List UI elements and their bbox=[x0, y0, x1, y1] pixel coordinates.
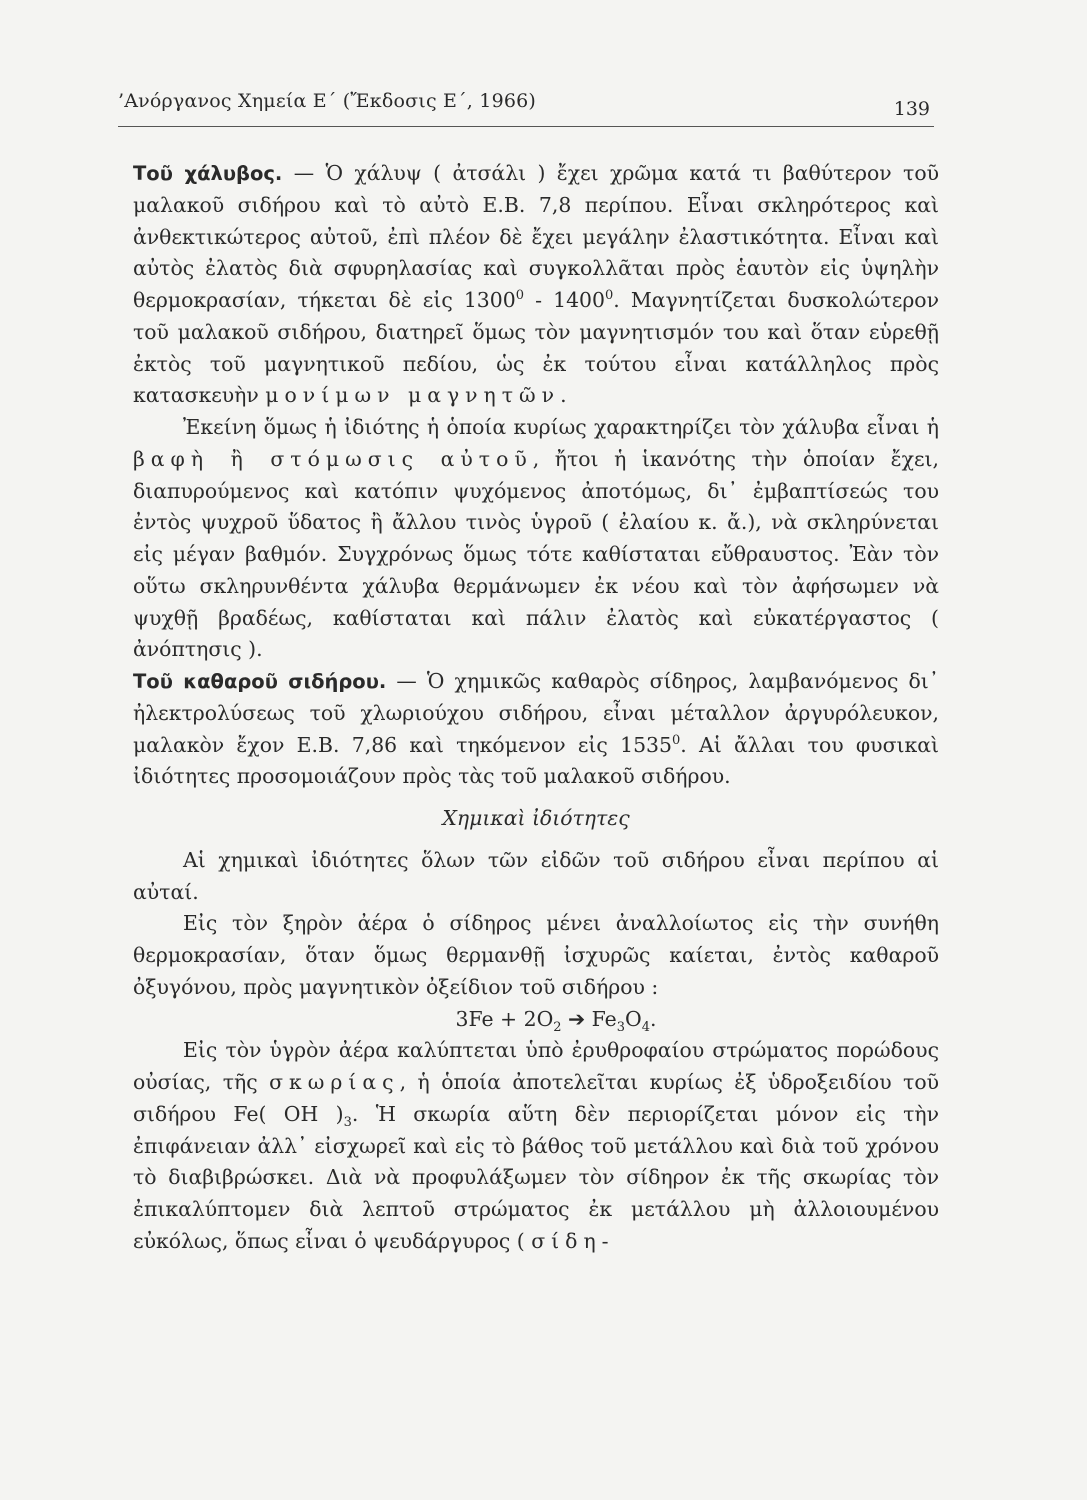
emphasized-term: σκωρίας bbox=[269, 1070, 400, 1094]
degree-mark: 0 bbox=[672, 732, 681, 748]
paragraph-pure-iron bbox=[133, 666, 939, 793]
paragraph-dry-air: Εἰς τὸν ξηρὸν ἀέρα ὁ σίδηρος μένει ἀναλλοίωτος εἰς τὴν συνήθη θερμοκρασίαν, ὅταν ὅμως θερμανθῇ ἰσχυρῶς καίεται, ἐντὸς καθαροῦ ὀξυγόνου, πρὸς μαγνητικὸν ὀξείδιον τοῦ σιδήρου : bbox=[133, 911, 939, 999]
formula-subscript: 3 bbox=[343, 1114, 352, 1130]
equation-part: 3Fe + 2O bbox=[455, 1006, 554, 1031]
equation-part: O bbox=[625, 1006, 642, 1031]
equation-part: . bbox=[650, 1006, 657, 1031]
section-heading-steel: Τοῦ χάλυβος. bbox=[133, 162, 283, 185]
paragraph-text: — Ὁ χημικῶς καθαρὸς σίδηρος, λαμβανόμενος δι᾽ ἠλεκτρολύσεως τοῦ χλωριούχου σιδήρου, εἶναι μέταλλον ἀργυρόλευκον, μαλακὸν ἔχον Ε.Β. 7,86 καὶ τηκόμενον εἰς 1535 bbox=[133, 669, 939, 757]
degree-mark: 0 bbox=[604, 288, 614, 304]
equation-subscript: 4 bbox=[641, 1019, 651, 1035]
degree-mark: 0 bbox=[515, 288, 525, 304]
paragraph-chem-intro: Αἱ χημικαὶ ἰδιότητες ὅλων τῶν εἰδῶν τοῦ σιδήρου εἶναι περίπου αἱ αὐταί. bbox=[133, 847, 939, 904]
paragraph-text: . Μαγνητίζεται δυσκολώτερον τοῦ μαλακοῦ σιδήρου, διατηρεῖ ὅμως τὸν μαγνητισμόν του καὶ ὅταν εὑρεθῇ ἐκτὸς τοῦ μαγνητικοῦ πεδίου, ὡς ἐκ τούτου εἶναι κατάλληλος πρὸς κατασκευὴν bbox=[133, 288, 939, 408]
reaction-arrow: ➔ bbox=[561, 1006, 592, 1031]
paragraph-text: Εἰς τὸν ὑγρὸν ἀέρα καλύπτεται ὑπὸ ἐρυθροφαίου στρώματος πορώδους οὐσίας, τῆς bbox=[133, 1038, 939, 1094]
page-number: 139 bbox=[893, 98, 930, 120]
running-header bbox=[118, 86, 934, 127]
paragraph-text: , ἤτοι ἡ ἱκανότης τὴν ὁποίαν ἔχει, διαπυρούμενος καὶ κατόπιν ψυχόμενος ἀποτόμως, δι᾽ ἐμβαπτίσεώς του ἐντὸς ψυχροῦ ὕδατος ἢ ἄλλου τινὸς ὑγροῦ ( ἐλαίου κ. ἄ.), νὰ σκληρύνεται εἰς μέγαν βαθμόν. Συγχρόνως ὅμως τότε καθίσταται εὔθραυστος. Ἐὰν τὸν οὕτω σκληρυνθέντα χάλυβα θερμάνωμεν ἐκ νέου καὶ τὸν ἀφήσωμεν νὰ ψυχθῇ βραδέως, καθίσταται καὶ πάλιν ἐλατὸς καὶ εὐκατέργαστος ( ἀνόπτησις ). bbox=[133, 446, 939, 662]
chemical-equation bbox=[133, 1004, 939, 1036]
equation-subscript: 3 bbox=[616, 1019, 626, 1035]
emphasized-term: βαφὴ ἢ στόμωσις αὐτοῦ bbox=[133, 446, 533, 471]
paragraph-text: Ἐκείνη ὅμως ἡ ἰδιότης ἡ ὁποία κυρίως χαρακτηρίζει τὸν χάλυβα εἶναι ἡ bbox=[183, 415, 939, 439]
section-heading-pure-iron: Τοῦ καθαροῦ σιδήρου. bbox=[133, 670, 387, 693]
paragraph-rust bbox=[133, 1035, 939, 1257]
equation-part: Fe bbox=[591, 1006, 617, 1031]
page-body bbox=[133, 158, 939, 1258]
emphasized-term: μονίμων μαγνητῶν bbox=[265, 383, 561, 408]
subheading-chemical-properties: Χημικαὶ ἰδιότητες bbox=[442, 806, 630, 830]
equation-subscript: 2 bbox=[553, 1019, 562, 1035]
paragraph-text: . Ἡ σκωρία αὕτη δὲν περιορίζεται μόνον εἰς τὴν ἐπιφάνειαν ἀλλ᾽ εἰσχωρεῖ καὶ εἰς τὸ βάθος τοῦ μετάλλου καὶ διὰ τοῦ χρόνου τὸ διαβιβρώσκει. Διὰ νὰ προφυλάξωμεν τὸν σίδηρον ἐκ τῆς σκωρίας τὸν ἐπικαλύπτομεν διὰ λεπτοῦ στρώματος ἐκ μετάλλου μὴ ἀλλοιουμένου εὐκόλως, ὅπως εἶναι ὁ ψευδάργυρος ( bbox=[133, 1101, 939, 1253]
book-title: ’Ανόργανος Χημεία Ε΄ (Ἔκδοσις Ε΄, 1966) bbox=[118, 90, 537, 112]
paragraph-text: . Αἱ ἄλλαι του φυσικαὶ ἰδιότητες προσομοιάζουν πρὸς τὰς τοῦ μαλακοῦ σιδήρου. bbox=[133, 732, 939, 789]
paragraph-text: - 1400 bbox=[524, 288, 605, 312]
paragraph-hardening bbox=[133, 412, 939, 666]
paragraph-text: . bbox=[560, 383, 567, 408]
paragraph-steel bbox=[133, 158, 939, 412]
paragraph-text: , ἡ ὁποία ἀποτελεῖται κυρίως ἐξ ὑδροξειδίου τοῦ σιδήρου Fe( OH ) bbox=[133, 1070, 940, 1126]
paragraph-text: — Ὁ χάλυψ ( ἀτσάλι ) ἔχει χρῶμα κατά τι βαθύτερον τοῦ μαλακοῦ σιδήρου καὶ τὸ αὐτὸ Ε.Β. 7,8 περίπου. Εἶναι σκληρότερος καὶ ἀνθεκτικώτερος αὐτοῦ, ἐπὶ πλέον δὲ ἔχει μεγάλην ἐλαστικότητα. Εἶναι καὶ αὐτὸς ἐλατὸς διὰ σφυρηλασίας καὶ συγκολλᾶται πρὸς ἑαυτὸν εἰς ὑψηλὴν θερμοκρασίαν, τήκεται δὲ εἰς 1300 bbox=[133, 161, 939, 312]
emphasized-term: σίδη- bbox=[531, 1228, 615, 1253]
